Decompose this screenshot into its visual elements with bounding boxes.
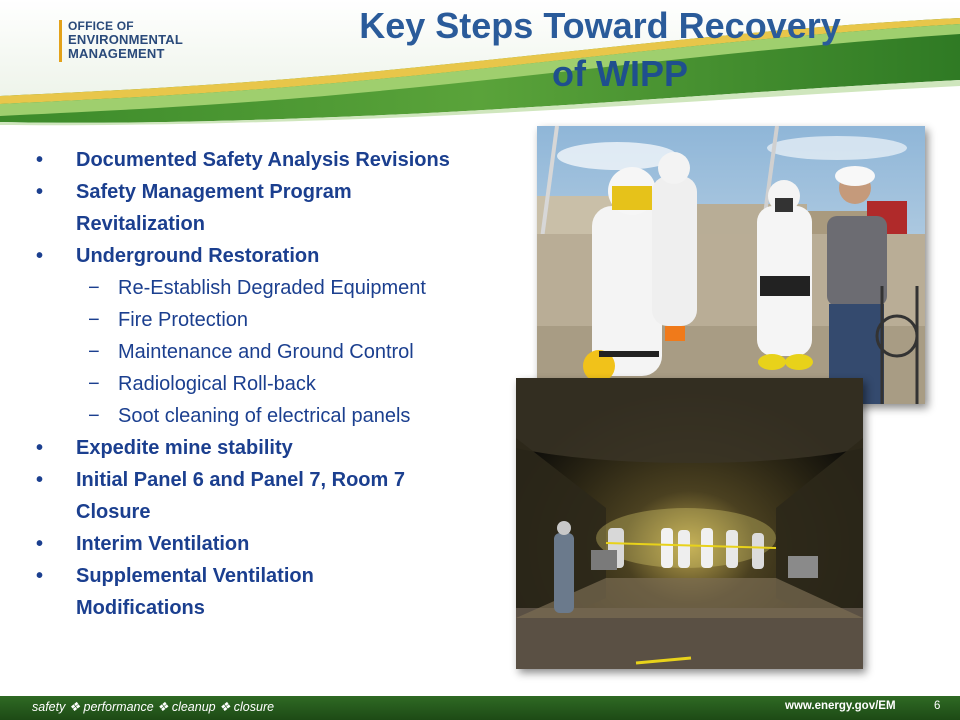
bullet-glyph: • [36,245,44,267]
bullet-text: Initial Panel 6 and Panel 7, Room 7 [76,469,405,491]
sub-bullet-text: Radiological Roll-back [118,373,316,395]
bullet-text: Closure [76,501,151,523]
bullet-glyph: • [36,533,44,555]
sub-bullet-item [36,304,516,336]
sub-bullet-item [36,272,516,304]
em-logo [68,19,183,61]
photo-underground-tunnel [516,378,863,669]
bullet-text: Interim Ventilation [76,533,250,555]
bullet-glyph: • [36,565,44,587]
bullet-text: Underground Restoration [76,245,320,267]
bullet-item [36,176,516,240]
dash-glyph: − [88,405,100,427]
header-banner [0,0,960,130]
bullet-item [36,528,516,560]
sub-bullet-item [36,368,516,400]
photo-workers-protective-suits [537,126,925,404]
bullet-item [36,560,516,624]
bullet-text: Expedite mine stability [76,437,293,459]
bullet-text: Modifications [76,597,205,619]
dash-glyph: − [88,277,100,299]
bullet-item [36,240,516,272]
bullet-text: Revitalization [76,213,205,235]
title-line-1: Key Steps Toward Recovery [359,5,841,46]
bullet-glyph: • [36,181,44,203]
bullet-text: Supplemental Ventilation [76,565,314,587]
logo-line-3: MANAGEMENT [68,46,165,61]
sub-bullet-text: Soot cleaning of electrical panels [118,405,411,427]
logo-accent-bar [59,20,62,62]
sub-bullet-text: Fire Protection [118,309,249,331]
footer-bar [0,696,960,720]
sub-bullet-item [36,400,516,432]
dash-glyph: − [88,373,100,395]
title-line-2: of WIPP [552,53,688,94]
footer-tagline: safety ❖ performance ❖ cleanup ❖ closure [32,700,275,714]
logo-line-2: ENVIRONMENTAL [68,32,184,47]
bullet-item [36,464,516,528]
dash-glyph: − [88,341,100,363]
sub-bullet-text: Maintenance and Ground Control [118,341,414,363]
sub-bullet-item [36,336,516,368]
dash-glyph: − [88,309,100,331]
page-number: 6 [934,700,941,712]
bullet-glyph: • [36,149,44,171]
bullet-list [36,144,516,624]
bullet-glyph: • [36,469,44,491]
footer-url[interactable]: www.energy.gov/EM [785,700,896,712]
slide-title [300,2,900,98]
bullet-text: Documented Safety Analysis Revisions [76,149,450,171]
bullet-item [36,432,516,464]
sub-bullet-text: Re-Establish Degraded Equipment [118,277,426,299]
bullet-glyph: • [36,437,44,459]
bullet-text: Safety Management Program [76,181,352,203]
bullet-item [36,144,516,176]
logo-line-1: OFFICE OF [68,19,134,33]
